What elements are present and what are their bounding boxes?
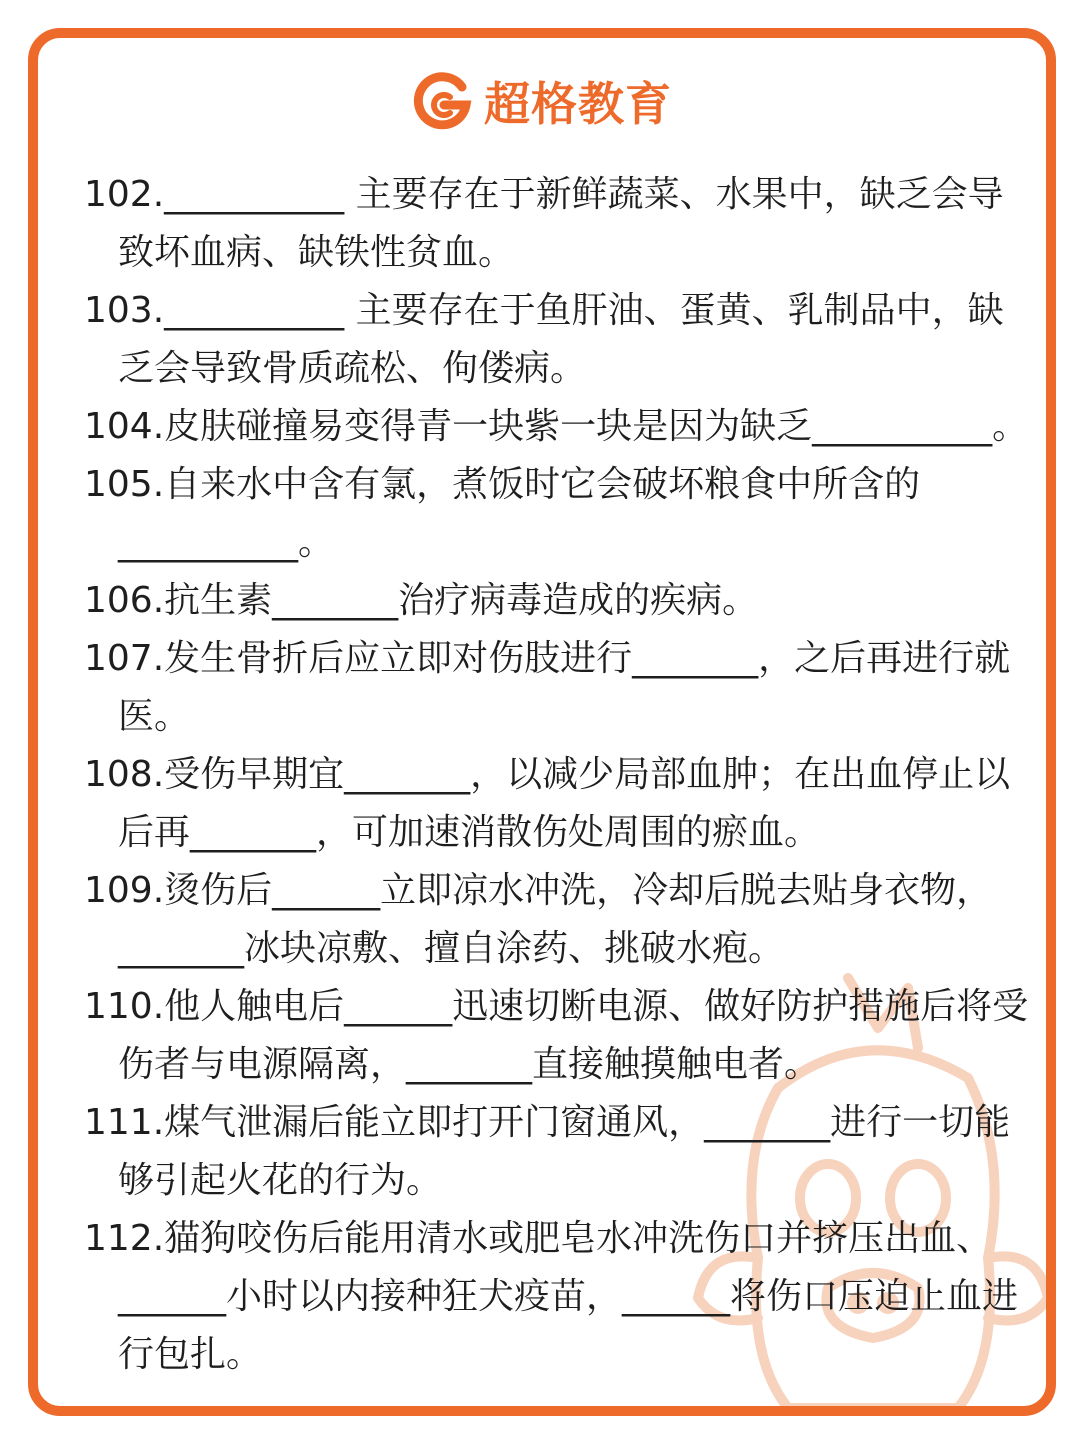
page-frame <box>28 28 1056 1416</box>
question-109: 109.烫伤后______立即凉水冲洗，冷却后脱去贴身衣物，_______冰块凉敷、擅自涂药、挑破水疱。 <box>84 870 993 969</box>
question-111: 111.煤气泄漏后能立即打开门窗通风，_______进行一切能够引起火花的行为。 <box>84 1102 1011 1201</box>
question-103: 103.__________ 主要存在于鱼肝油、蛋黄、乳制品中，缺乏会导致骨质疏松、佝偻病。 <box>84 290 1004 389</box>
question-107: 107.发生骨折后应立即对伤肢进行_______，之后再进行就医。 <box>84 638 1011 737</box>
question-104: 104.皮肤碰撞易变得青一块紫一块是因为缺乏__________。 <box>84 406 1029 447</box>
brand-name: 超格教育 <box>484 77 672 131</box>
question-105: 105.自来水中含有氯，煮饭时它会破坏粮食中所含的__________。 <box>84 464 921 563</box>
question-108: 108.受伤早期宜_______，以减少局部血肿；在出血停止以后再_______，可加速消散伤处周围的瘀血。 <box>84 754 1011 853</box>
g-logo-icon <box>412 69 476 133</box>
question-112: 112.猫狗咬伤后能用清水或肥皂水冲洗伤口并挤压出血、______小时以内接种狂犬疫苗，______将伤口压迫止血进行包扎。 <box>84 1218 1019 1375</box>
question-102: 102.__________ 主要存在于新鲜蔬菜、水果中，缺乏会导致坏血病、缺铁性贫血。 <box>84 174 1004 273</box>
question-106: 106.抗生素_______治疗病毒造成的疾病。 <box>84 580 759 621</box>
question-list <box>84 166 1034 1384</box>
question-110: 110.他人触电后______迅速切断电源、做好防护措施后将受伤者与电源隔离，_______直接触摸触电者。 <box>84 986 1029 1085</box>
header <box>38 66 1046 136</box>
